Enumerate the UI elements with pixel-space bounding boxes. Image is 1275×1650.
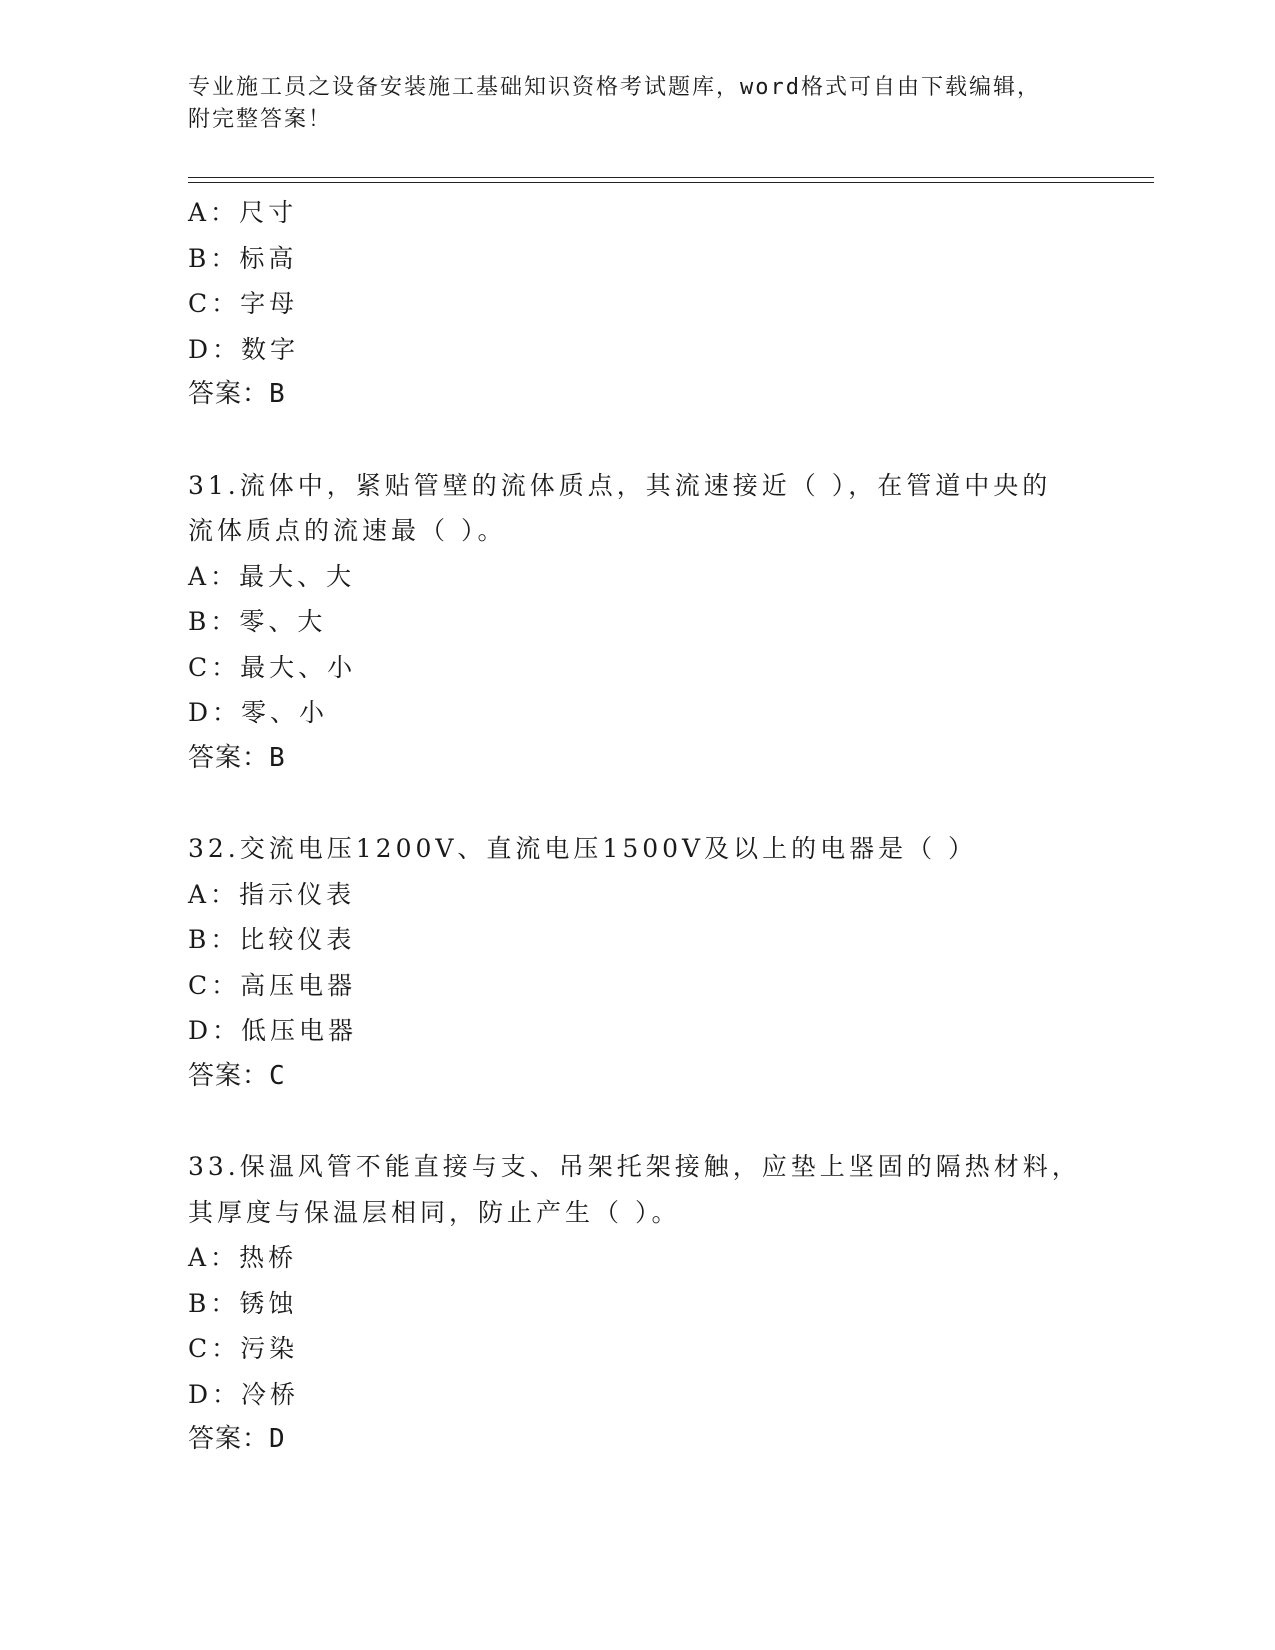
answer-value: B — [269, 379, 286, 409]
option-key: D： — [188, 698, 242, 727]
option-c — [188, 645, 1088, 691]
option-d — [188, 1008, 1088, 1054]
header-divider-bottom — [188, 182, 1154, 183]
option-key: D： — [188, 1016, 242, 1045]
option-a — [188, 872, 1088, 918]
option-a — [188, 1235, 1088, 1281]
option-text: 字母 — [240, 289, 299, 318]
option-key: C： — [188, 289, 241, 318]
option-text: 尺寸 — [239, 198, 298, 227]
option-b — [188, 236, 1088, 282]
option-c — [188, 963, 1088, 1009]
option-text: 比较仪表 — [239, 925, 356, 954]
document-header — [188, 72, 1088, 136]
option-text: 指示仪表 — [239, 879, 356, 909]
answer-label: 答案： — [188, 1424, 270, 1454]
answer-label: 答案： — [188, 1060, 270, 1091]
question-stem: 31.流体中，紧贴管壁的流体质点，其流速接近（ ），在管道中央的 — [188, 470, 1052, 500]
answer-line — [188, 1054, 1088, 1100]
option-b — [188, 599, 1088, 645]
option-text: 热桥 — [239, 1243, 298, 1272]
option-d — [188, 327, 1088, 373]
option-text: 锈蚀 — [239, 1288, 298, 1318]
option-text: 零、大 — [239, 607, 327, 636]
header-line-1: 专业施工员之设备安装施工基础知识资格考试题库，word格式可自由下载编辑， — [188, 75, 1041, 100]
option-text: 高压电器 — [240, 970, 357, 1000]
question-stem-continued: 流体质点的流速最（ ）。 — [188, 516, 507, 545]
option-text: 污染 — [240, 1334, 299, 1363]
question-31 — [188, 463, 1088, 782]
question-33 — [188, 1144, 1088, 1463]
question-32 — [188, 826, 1088, 1099]
option-key: B： — [188, 243, 240, 273]
spacer — [188, 418, 1088, 463]
spacer — [188, 781, 1088, 826]
answer-line — [188, 372, 1088, 418]
option-text: 标高 — [239, 243, 298, 273]
option-text: 最大、大 — [239, 561, 356, 591]
option-c — [188, 281, 1088, 327]
answer-line — [188, 736, 1088, 782]
option-a — [188, 554, 1088, 600]
option-b — [188, 917, 1088, 963]
option-key: A： — [188, 879, 240, 909]
option-d — [188, 1372, 1088, 1418]
question-stem: 32.交流电压1200V、直流电压1500V及以上的电器是（ ） — [188, 834, 978, 863]
answer-value: C — [269, 1060, 286, 1091]
question-list — [188, 190, 1088, 1463]
header-divider-top — [188, 177, 1154, 178]
question-stem: 33.保温风管不能直接与支、吊架托架接触，应垫上坚固的隔热材料， — [188, 1152, 1081, 1181]
option-key: C： — [188, 1334, 241, 1363]
option-text: 低压电器 — [241, 1016, 358, 1045]
answer-value: D — [269, 1424, 286, 1454]
header-line-2: 附完整答案！ — [188, 107, 333, 132]
option-d — [188, 690, 1088, 736]
answer-label: 答案： — [188, 379, 270, 409]
answer-line — [188, 1417, 1088, 1463]
option-key: A： — [188, 561, 240, 591]
option-c — [188, 1326, 1088, 1372]
option-text: 零、小 — [241, 698, 329, 727]
option-key: C： — [188, 652, 241, 682]
option-key: D： — [188, 1379, 242, 1409]
option-key: B： — [188, 925, 240, 954]
option-key: B： — [188, 1288, 240, 1318]
option-key: A： — [188, 1243, 240, 1272]
option-text: 冷桥 — [241, 1379, 300, 1409]
option-a — [188, 190, 1088, 236]
answer-value: B — [269, 742, 286, 773]
option-text: 最大、小 — [240, 652, 357, 682]
option-key: A： — [188, 198, 240, 227]
spacer — [188, 1099, 1088, 1144]
question-stem-continued: 其厚度与保温层相同，防止产生（ ）。 — [188, 1197, 681, 1227]
answer-label: 答案： — [188, 742, 270, 773]
option-key: C： — [188, 970, 241, 1000]
question-fragment — [188, 190, 1088, 418]
option-text: 数字 — [241, 334, 300, 364]
option-b — [188, 1281, 1088, 1327]
option-key: D： — [188, 334, 242, 364]
option-key: B： — [188, 607, 240, 636]
